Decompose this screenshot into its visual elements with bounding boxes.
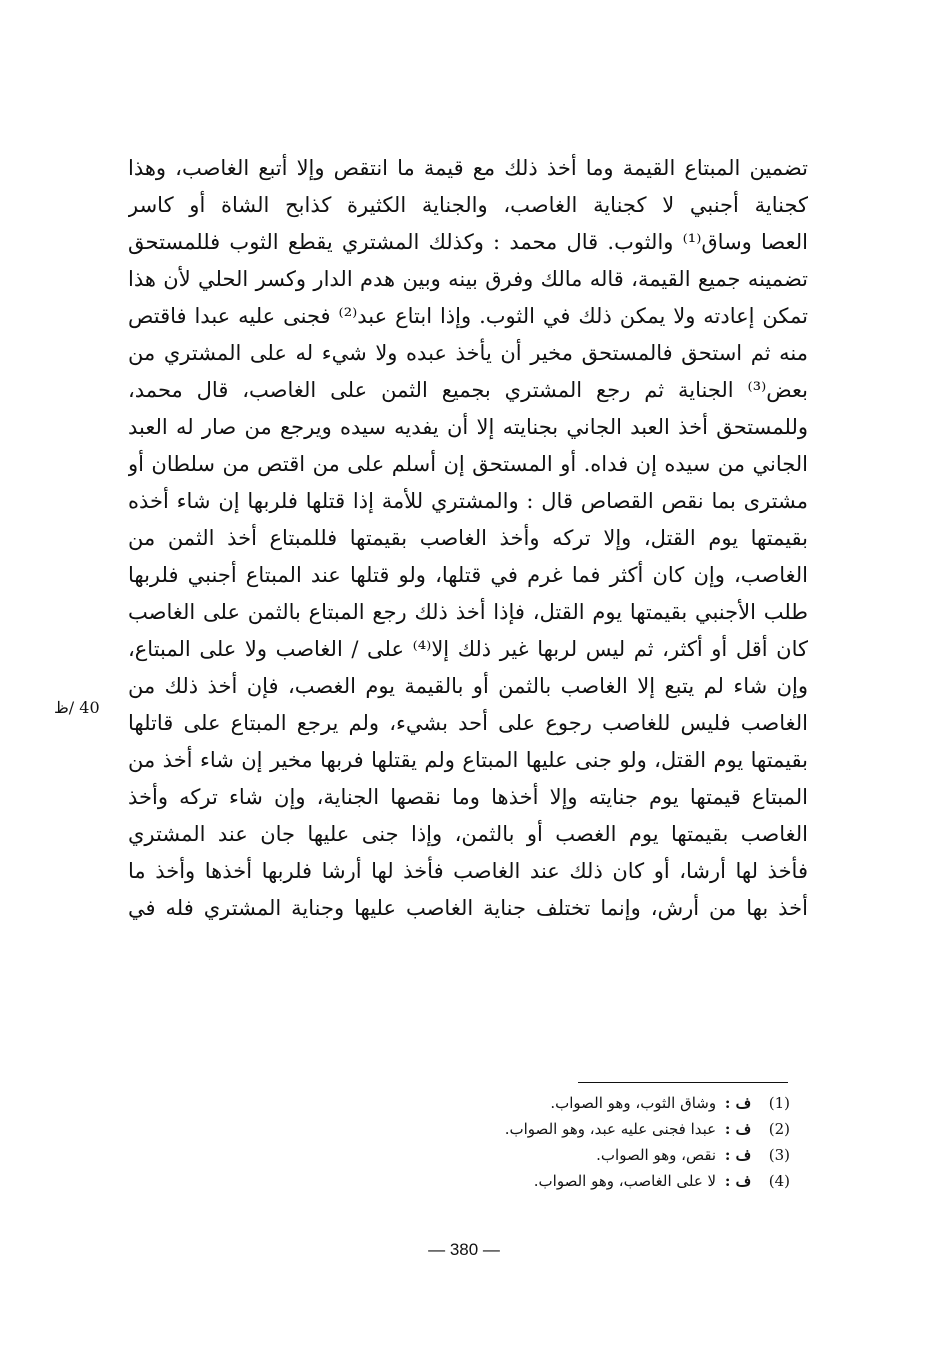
text-line: الغاصب بقيمتها يوم الغصب أو بالثمن، وإذا جنى عليها جان عند المشتري (128, 822, 808, 846)
text-line: كجناية أجنبي لا كجناية الغاصب، والجناية الكثيرة كذابح الشاة أو كاسر (128, 193, 808, 217)
text-line: الغاصب، وإن كان أكثر فما غرم في قتلها، ولو قتلها عند المبتاع أجنبي فلربها (128, 563, 808, 587)
text-line: الجاني من سيده إن فداه. أو المستحق إن أسلم على من اقتص من سلطان أو (128, 452, 808, 476)
footnote-sigla: ف : (724, 1172, 752, 1190)
footnote-number: (1) (768, 1094, 790, 1112)
text-line: أخذ بها من أرش، وإنما تختلف جناية الغاصب عليها وجناية المشتري فله في (128, 896, 808, 920)
main-text (128, 150, 808, 927)
footnotes (300, 1090, 790, 1194)
footnote-text: نقص، وهو الصواب. (596, 1146, 717, 1164)
footnote-sigla: ف : (724, 1120, 752, 1138)
footnote-number: (2) (768, 1120, 790, 1138)
text-line: طلب الأجنبي بقيمتها يوم القتل، فإذا أخذ ذلك رجع المبتاع بالثمن على الغاصب (128, 600, 808, 624)
footnote-separator (578, 1082, 788, 1083)
footnote-number: (4) (768, 1172, 790, 1190)
footnote-sigla: ف : (724, 1094, 752, 1112)
footnote-text: لا على الغاصب، وهو الصواب. (533, 1172, 717, 1190)
text-line: منه ثم استحق فالمستحق مخير أن يأخذ عبده ولا شيء له على المشتري من (128, 341, 808, 365)
text-line: تضمينه جميع القيمة، قاله مالك وفرق بينه وبين هدم الدار وكسر الحلي لأن هذا (128, 267, 808, 291)
footnote-number: (3) (768, 1146, 790, 1164)
page-number: — 380 — (428, 1240, 500, 1259)
text-line: تضمين المبتاع القيمة وما أخذ ذلك مع قيمة ما انتقص وإلا أتبع الغاصب، وهذا (128, 156, 808, 180)
footnote-text: عبدا فجنى عليه عبد، وهو الصواب. (504, 1120, 717, 1138)
text-line: بقيمتها يوم القتل، ولو جنى عليها المبتاع ولم يقتلها فربها مخير إن شاء أخذ من (128, 748, 808, 772)
text-line: العصا وساق⁽¹⁾ والثوب. قال محمد : وكذلك المشتري يقطع الثوب فللمستحق (128, 230, 808, 254)
text-line: بعض⁽³⁾ الجناية ثم رجع المشتري بجميع الثمن على الغاصب، قال محمد، (128, 378, 808, 402)
text-line: المبتاع قيمتها يوم جنايته وإلا أخذها وما نقصها الجناية، وإن شاء تركه وأخذ (128, 785, 808, 809)
footnote-item (300, 1168, 790, 1194)
footnote-text: وشاق الثوب، وهو الصواب. (550, 1094, 717, 1112)
folio-margin-note: 40 /ظ (54, 698, 100, 717)
text-line: تمكن إعادته ولا يمكن ذلك في الثوب. وإذا ابتاع عبد⁽²⁾ فجنى عليه عبدا فاقتص (128, 304, 808, 328)
text-line: فأخذ لها أرشا، أو كان ذلك عند الغاصب فأخذ لها أرشا فلربها أخذها وأخذ ما (128, 859, 808, 883)
text-line: مشترى بما نقص القصاص قال : والمشتري للأمة إذا قتلها فلربها إن شاء أخذه (128, 489, 808, 513)
text-line: وإن شاء لم يتبع إلا الغاصب بالثمن أو بالقيمة يوم الغصب، فإن أخذ ذلك من (128, 674, 808, 698)
text-line: وللمستحق أخذ العبد الجاني بجنايته إلا أن يفديه سيده ويرجع من صار له العبد (128, 415, 808, 439)
footnote-item (300, 1142, 790, 1168)
footnote-sigla: ف : (724, 1146, 752, 1164)
footnote-item (300, 1116, 790, 1142)
text-line: كان أقل أو أكثر، ثم ليس لربها غير ذلك إلا⁽⁴⁾ على / الغاصب ولا على المبتاع، (128, 637, 808, 661)
text-line: بقيمتها يوم القتل، وإلا تركه وأخذ الغاصب بقيمتها فللمبتاع أخذ الثمن من (128, 526, 808, 550)
text-line: الغاصب فليس للغاصب رجوع على أحد بشيء، ولم يرجع المبتاع على قاتلها (128, 711, 808, 735)
footnote-item (300, 1090, 790, 1116)
